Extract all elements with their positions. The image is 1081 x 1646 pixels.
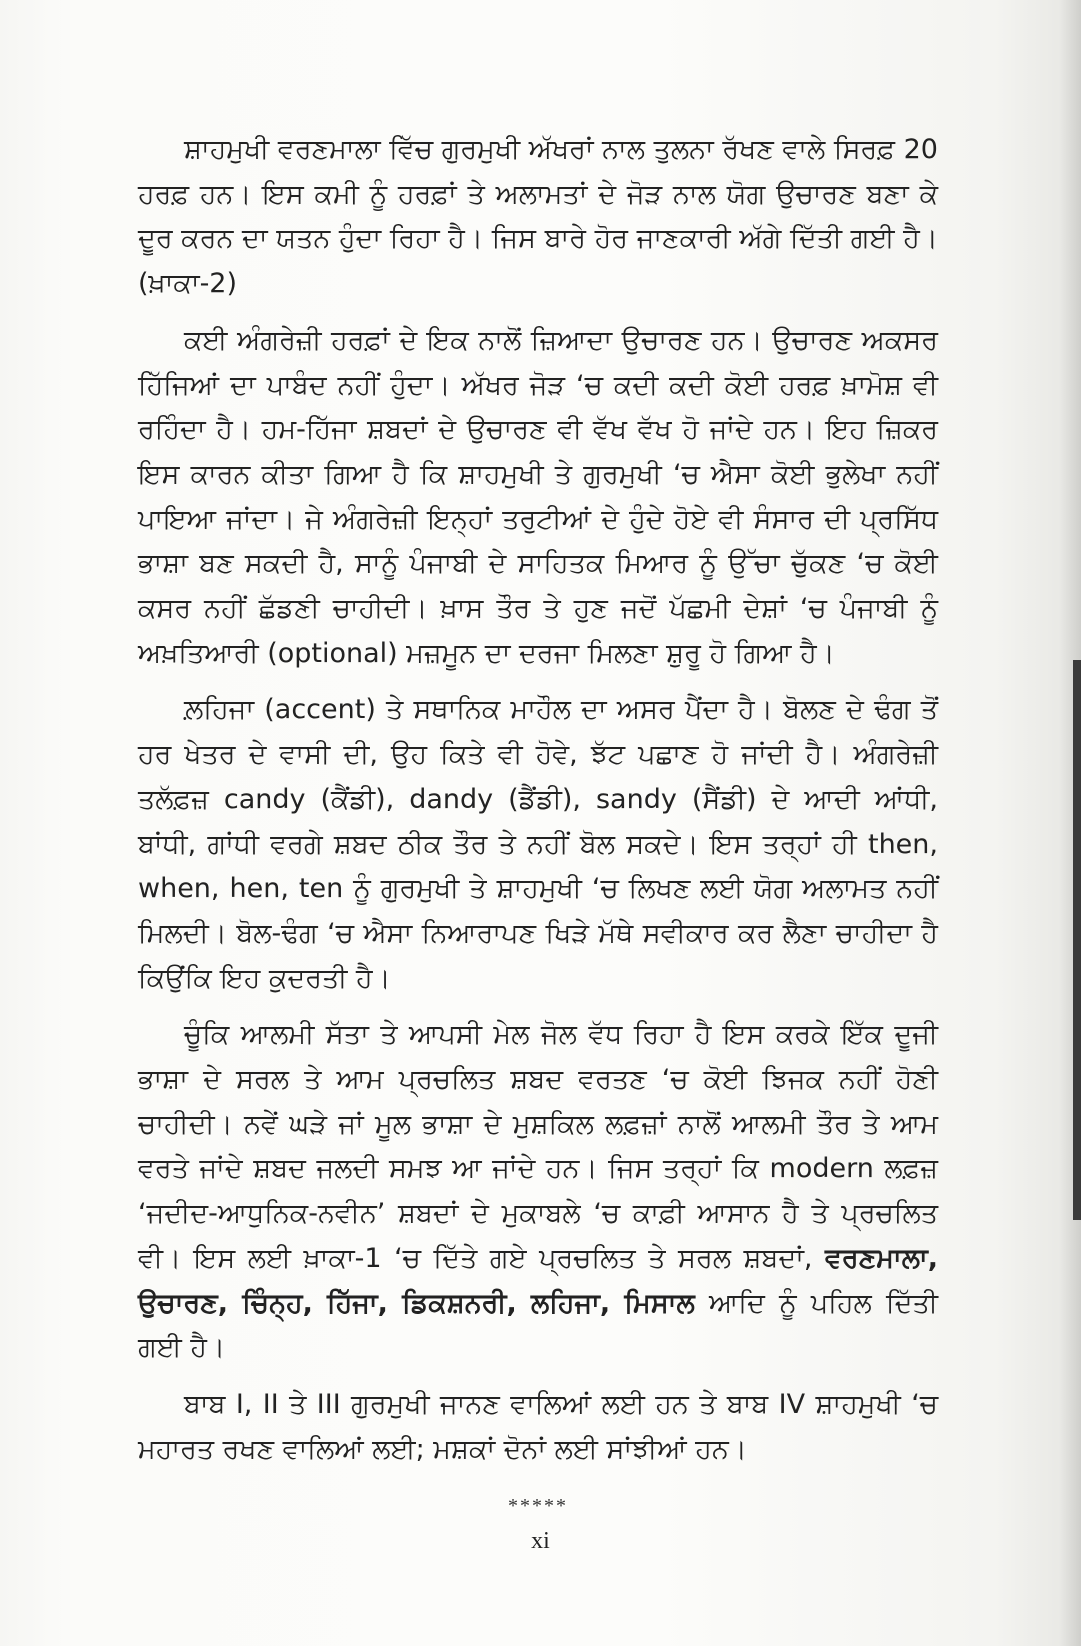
paragraph-4-text: ਚੂੰਕਿ ਆਲਮੀ ਸੱਤਾ ਤੇ ਆਪਸੀ ਮੇਲ ਜੋਲ ਵੱਧ ਰਿਹਾ ਹੈ ਇਸ ਕਰਕੇ ਇੱਕ ਦੂਜੀ ਭਾਸ਼ਾ ਦੇ ਸਰਲ ਤੇ ਆਮ ਪ੍ਰਚਲਿਤ ਸ਼ਬਦ ਵਰਤਣ ‘ਚ ਕੋਈ ਝਿਜਕ ਨਹੀਂ ਹੋਣੀ ਚਾਹੀਦੀ। ਨਵੇਂ ਘੜੇ ਜਾਂ ਮੂਲ ਭਾਸ਼ਾ ਦੇ ਮੁਸ਼ਕਿਲ ਲਫ਼ਜ਼ਾਂ ਨਾਲੋਂ ਆਲਮੀ ਤੌਰ ਤੇ ਆਮ ਵਰਤੇ ਜਾਂਦੇ ਸ਼ਬਦ ਜਲਦੀ ਸਮਝ ਆ ਜਾਂਦੇ ਹਨ। ਜਿਸ ਤਰ੍ਹਾਂ ਕਿ modern ਲਫ਼ਜ਼ ‘ਜਦੀਦ-ਆਧੁਨਿਕ-ਨਵੀਨ’ ਸ਼ਬਦਾਂ ਦੇ ਮੁਕਾਬਲੇ ‘ਚ ਕਾਫ਼ੀ ਆਸਾਨ ਹੈ ਤੇ ਪ੍ਰਚਲਿਤ ਵੀ। ਇਸ ਲਈ ਖ਼ਾਕਾ-1 ‘ਚ ਦਿੱਤੇ ਗਏ ਪ੍ਰਚਲਿਤ ਤੇ ਸਰਲ ਸ਼ਬਦਾਂ, <box>138 1019 938 1274</box>
paragraph-5: ਬਾਬ I, II ਤੇ III ਗੁਰਮੁਖੀ ਜਾਨਣ ਵਾਲਿਆਂ ਲਈ ਹਨ ਤੇ ਬਾਬ IV ਸ਼ਾਹਮੁਖੀ ‘ਚ ਮਹਾਰਤ ਰਖਣ ਵਾਲਿਆਂ ਲਈ; ਮਸ਼ਕਾਂ ਦੋਨਾਂ ਲਈ ਸਾਂਝੀਆਂ ਹਨ। <box>138 1388 938 1465</box>
bold-term-varanmala: ਵਰਣਮਾਲਾ, <box>825 1242 938 1274</box>
bold-term-chinnh: ਚਿੰਨ੍ਹ, <box>242 1287 313 1319</box>
bold-term-ucharan: ਉਚਾਰਣ, <box>138 1287 229 1319</box>
section-separator: ***** <box>508 1495 568 1518</box>
bold-term-lehja: ਲਹਿਜਾ, <box>530 1287 611 1319</box>
paragraph-4-ending: ਆਦਿ ਨੂੰ ਪਹਿਲ ਦਿੱਤੀ ਗਈ ਹੈ। <box>138 1287 938 1364</box>
page-edge-strip <box>1073 660 1081 1220</box>
bold-term-dictionary: ਡਿਕਸ਼ਨਰੀ, <box>402 1287 517 1319</box>
paragraph-4 <box>138 1013 938 1371</box>
body-text <box>138 128 938 1529</box>
bold-term-hijja: ਹਿੱਜਾ, <box>327 1287 388 1319</box>
page-number: xi <box>531 1528 550 1554</box>
bold-term-misaal: ਮਿਸਾਲ <box>624 1287 695 1319</box>
paragraph-2: ਕਈ ਅੰਗਰੇਜ਼ੀ ਹਰਫ਼ਾਂ ਦੇ ਇਕ ਨਾਲੋਂ ਜ਼ਿਆਦਾ ਉਚਾਰਣ ਹਨ। ਉਚਾਰਣ ਅਕਸਰ ਹਿੱਜਿਆਂ ਦਾ ਪਾਬੰਦ ਨਹੀਂ ਹੁੰਦਾ। ਅੱਖਰ ਜੋੜ ‘ਚ ਕਦੀ ਕਦੀ ਕੋਈ ਹਰਫ਼ ਖ਼ਾਮੋਸ਼ ਵੀ ਰਹਿੰਦਾ ਹੈ। ਹਮ-ਹਿੱਜਾ ਸ਼ਬਦਾਂ ਦੇ ਉਚਾਰਣ ਵੀ ਵੱਖ ਵੱਖ ਹੋ ਜਾਂਦੇ ਹਨ। ਇਹ ਜ਼ਿਕਰ ਇਸ ਕਾਰਨ ਕੀਤਾ ਗਿਆ ਹੈ ਕਿ ਸ਼ਾਹਮੁਖੀ ਤੇ ਗੁਰਮੁਖੀ ‘ਚ ਐਸਾ ਕੋਈ ਭੁਲੇਖਾ ਨਹੀਂ ਪਾਇਆ ਜਾਂਦਾ। ਜੇ ਅੰਗਰੇਜ਼ੀ ਇਨ੍ਹਾਂ ਤਰੁਟੀਆਂ ਦੇ ਹੁੰਦੇ ਹੋਏ ਵੀ ਸੰਸਾਰ ਦੀ ਪ੍ਰਸਿੱਧ ਭਾਸ਼ਾ ਬਣ ਸਕਦੀ ਹੈ, ਸਾਨੂੰ ਪੰਜਾਬੀ ਦੇ ਸਾਹਿਤਕ ਮਿਆਰ ਨੂੰ ਉੱਚਾ ਚੁੱਕਣ ‘ਚ ਕੋਈ ਕਸਰ ਨਹੀਂ ਛੱਡਣੀ ਚਾਹੀਦੀ। ਖ਼ਾਸ ਤੌਰ ਤੇ ਹੁਣ ਜਦੋਂ ਪੱਛਮੀ ਦੇਸ਼ਾਂ ‘ਚ ਪੰਜਾਬੀ ਨੂੰ ਅਖ਼ਤਿਆਰੀ (optional) ਮਜ਼ਮੂਨ ਦਾ ਦਰਜਾ ਮਿਲਣਾ ਸ਼ੁਰੂ ਹੋ ਗਿਆ ਹੈ। <box>138 324 938 669</box>
paragraph-1: ਸ਼ਾਹਮੁਖੀ ਵਰਣਮਾਲਾ ਵਿੱਚ ਗੁਰਮੁਖੀ ਅੱਖਰਾਂ ਨਾਲ ਤੁਲਨਾ ਰੱਖਣ ਵਾਲੇ ਸਿਰਫ਼ 20 ਹਰਫ਼ ਹਨ। ਇਸ ਕਮੀ ਨੂੰ ਹਰਫ਼ਾਂ ਤੇ ਅਲਾਮਤਾਂ ਦੇ ਜੋੜ ਨਾਲ ਯੋਗ ਉਚਾਰਣ ਬਣਾ ਕੇ ਦੂਰ ਕਰਨ ਦਾ ਯਤਨ ਹੁੰਦਾ ਰਿਹਾ ਹੈ। ਜਿਸ ਬਾਰੇ ਹੋਰ ਜਾਣਕਾਰੀ ਅੱਗੇ ਦਿੱਤੀ ਗਈ ਹੈ। (ਖ਼ਾਕਾ-2) <box>138 134 938 300</box>
paragraph-3: ਲ਼ਹਿਜਾ (accent) ਤੇ ਸਥਾਨਿਕ ਮਾਹੌਲ ਦਾ ਅਸਰ ਪੈਂਦਾ ਹੈ। ਬੋਲਣ ਦੇ ਢੰਗ ਤੋਂ ਹਰ ਖੇਤਰ ਦੇ ਵਾਸੀ ਦੀ, ਉਹ ਕਿਤੇ ਵੀ ਹੋਵੇ, ਝੱਟ ਪਛਾਣ ਹੋ ਜਾਂਦੀ ਹੈ। ਅੰਗਰੇਜ਼ੀ ਤਲੱਫ਼ਜ਼ candy (ਕੈਂਡੀ), dandy (ਡੈਂਡੀ), sandy (ਸੈਂਡੀ) ਦੇ ਆਦੀ ਆਂਧੀ, ਬਾਂਧੀ, ਗਾਂਧੀ ਵਰਗੇ ਸ਼ਬਦ ਠੀਕ ਤੌਰ ਤੇ ਨਹੀਂ ਬੋਲ ਸਕਦੇ। ਇਸ ਤਰ੍ਹਾਂ ਹੀ then, when, hen, ten ਨੂੰ ਗੁਰਮੁਖੀ ਤੇ ਸ਼ਾਹਮੁਖੀ ‘ਚ ਲਿਖਣ ਲਈ ਯੋਗ ਅਲਾਮਤ ਨਹੀਂ ਮਿਲਦੀ। ਬੋਲ-ਢੰਗ ‘ਚ ਐਸਾ ਨਿਆਰਾਪਣ ਖਿੜੇ ਮੱਥੇ ਸਵੀਕਾਰ ਕਰ ਲੈਣਾ ਚਾਹੀਦਾ ਹੈ ਕਿਉਂਕਿ ਇਹ ਕੁਦਰਤੀ ਹੈ। <box>138 694 938 994</box>
